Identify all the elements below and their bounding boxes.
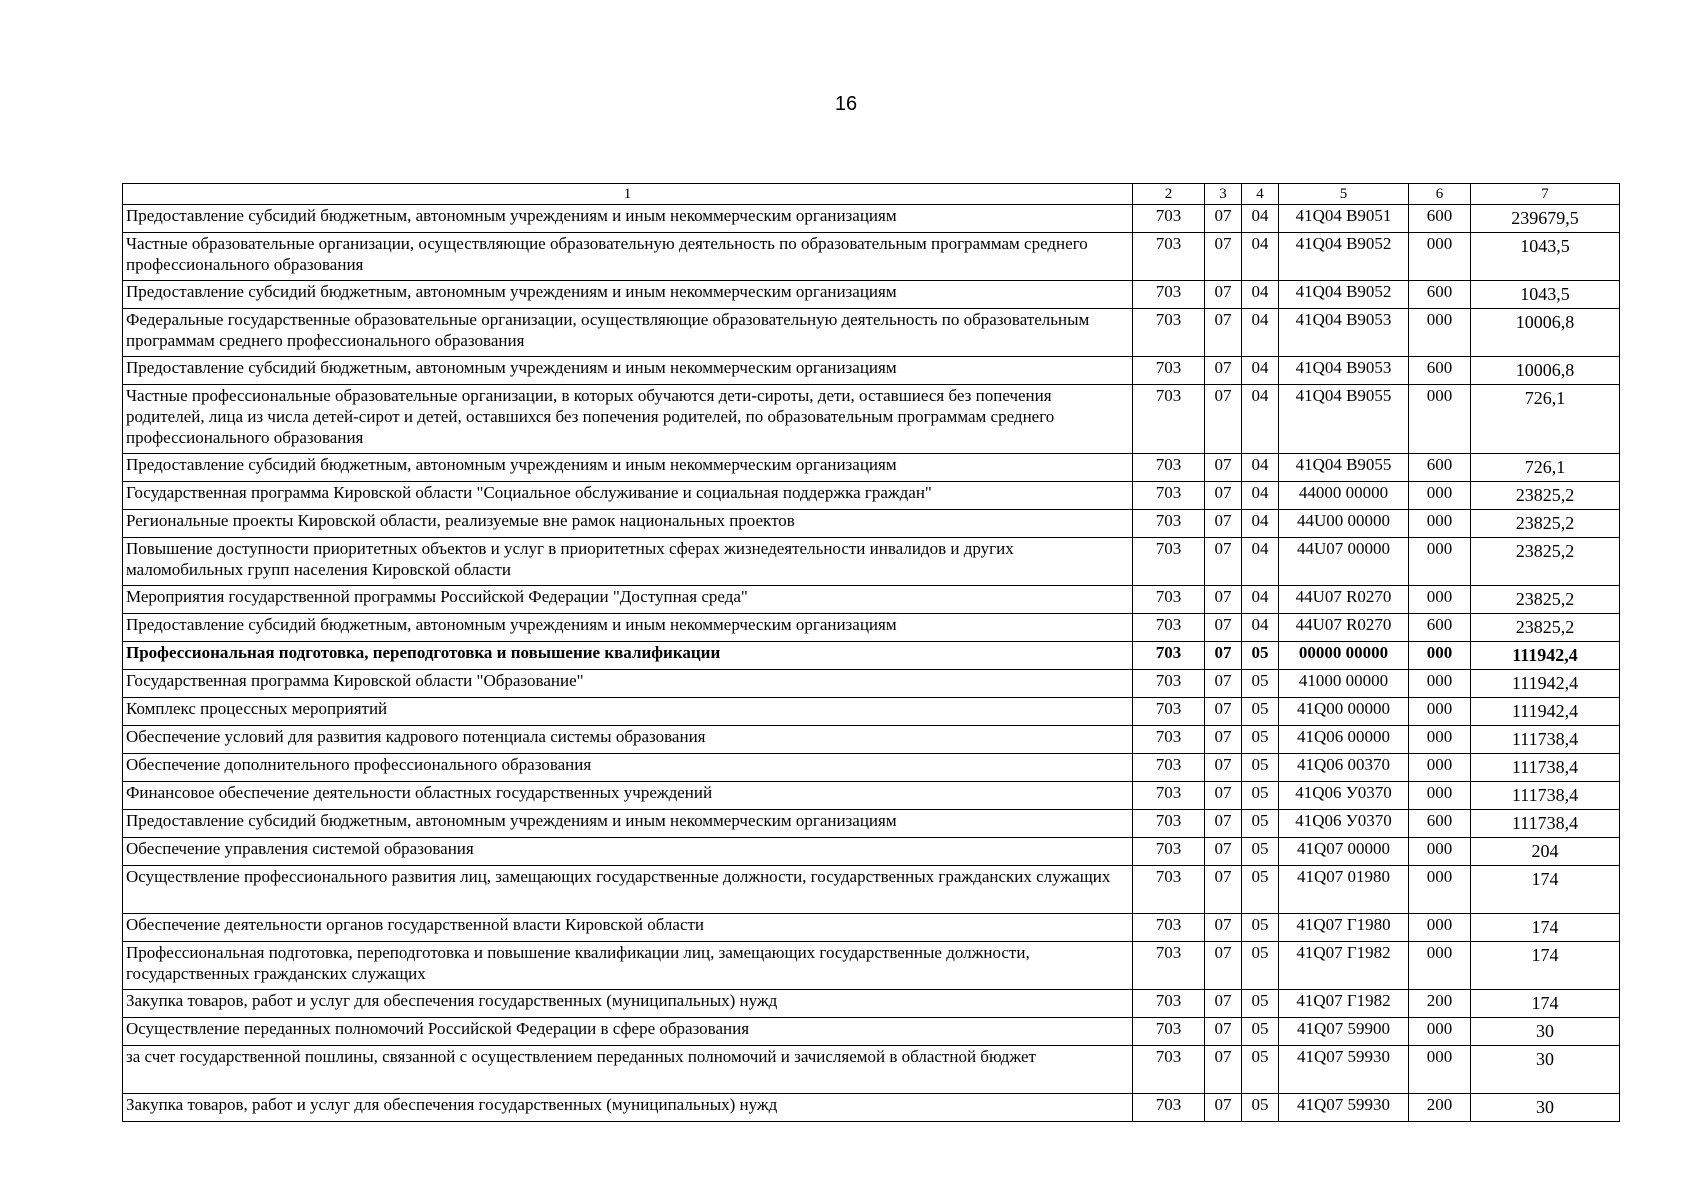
row-section-cell: 07 [1205, 990, 1242, 1018]
row-code-cell: 703 [1133, 838, 1205, 866]
row-expense-type-cell: 000 [1409, 510, 1471, 538]
row-section-cell: 07 [1205, 205, 1242, 233]
row-subsection-cell: 04 [1242, 586, 1279, 614]
row-amount-cell: 726,1 [1471, 454, 1620, 482]
row-name-cell: Обеспечение условий для развития кадрового потенциала системы образования [123, 726, 1133, 754]
table-row [123, 454, 1620, 482]
table-row [123, 990, 1620, 1018]
row-target-article-cell: 41Q07 Г1980 [1279, 914, 1409, 942]
row-target-article-cell: 41Q07 59900 [1279, 1018, 1409, 1046]
row-section-cell: 07 [1205, 838, 1242, 866]
row-amount-cell: 23825,2 [1471, 586, 1620, 614]
row-expense-type-cell: 000 [1409, 754, 1471, 782]
row-code-cell: 703 [1133, 233, 1205, 281]
row-name-cell: Профессиональная подготовка, переподготовка и повышение квалификации лиц, замещающих государственные должности, государственных гражданских служащих [123, 942, 1133, 990]
row-target-article-cell: 41Q07 01980 [1279, 866, 1409, 914]
budget-table [122, 183, 1620, 1122]
row-subsection-cell: 05 [1242, 726, 1279, 754]
row-expense-type-cell: 000 [1409, 1018, 1471, 1046]
row-target-article-cell: 44U07 R0270 [1279, 614, 1409, 642]
row-target-article-cell: 00000 00000 [1279, 642, 1409, 670]
row-section-cell: 07 [1205, 726, 1242, 754]
row-amount-cell: 23825,2 [1471, 510, 1620, 538]
row-target-article-cell: 41Q04 B9055 [1279, 454, 1409, 482]
row-expense-type-cell: 600 [1409, 281, 1471, 309]
row-subsection-cell: 05 [1242, 782, 1279, 810]
row-expense-type-cell: 600 [1409, 614, 1471, 642]
table-row [123, 866, 1620, 914]
header-col-3: 3 [1205, 184, 1242, 205]
row-expense-type-cell: 000 [1409, 1046, 1471, 1094]
row-code-cell: 703 [1133, 385, 1205, 454]
row-name-cell: Обеспечение деятельности органов государственной власти Кировской области [123, 914, 1133, 942]
row-name-cell: Предоставление субсидий бюджетным, автономным учреждениям и иным некоммерческим организациям [123, 281, 1133, 309]
row-name-cell: Финансовое обеспечение деятельности областных государственных учреждений [123, 782, 1133, 810]
row-section-cell: 07 [1205, 510, 1242, 538]
header-col-1: 1 [123, 184, 1133, 205]
row-amount-cell: 239679,5 [1471, 205, 1620, 233]
row-subsection-cell: 04 [1242, 357, 1279, 385]
row-expense-type-cell: 000 [1409, 482, 1471, 510]
table-header-row [123, 184, 1620, 205]
table-row [123, 1094, 1620, 1122]
page-number: 16 [834, 93, 858, 115]
row-section-cell: 07 [1205, 914, 1242, 942]
row-amount-cell: 174 [1471, 914, 1620, 942]
row-subsection-cell: 05 [1242, 1094, 1279, 1122]
row-subsection-cell: 04 [1242, 233, 1279, 281]
table-row [123, 586, 1620, 614]
table-row [123, 510, 1620, 538]
row-subsection-cell: 05 [1242, 698, 1279, 726]
row-code-cell: 703 [1133, 866, 1205, 914]
table-row [123, 482, 1620, 510]
row-code-cell: 703 [1133, 670, 1205, 698]
table-row [123, 810, 1620, 838]
row-target-article-cell: 41Q07 59930 [1279, 1046, 1409, 1094]
row-name-cell: Профессиональная подготовка, переподготовка и повышение квалификации [123, 642, 1133, 670]
row-code-cell: 703 [1133, 281, 1205, 309]
row-expense-type-cell: 600 [1409, 810, 1471, 838]
row-name-cell: Частные образовательные организации, осуществляющие образовательную деятельность по образовательным программам среднего профессионального образования [123, 233, 1133, 281]
row-section-cell: 07 [1205, 357, 1242, 385]
row-expense-type-cell: 000 [1409, 309, 1471, 357]
row-name-cell: Комплекс процессных мероприятий [123, 698, 1133, 726]
row-section-cell: 07 [1205, 385, 1242, 454]
row-amount-cell: 23825,2 [1471, 482, 1620, 510]
row-target-article-cell: 41Q06 00370 [1279, 754, 1409, 782]
row-subsection-cell: 05 [1242, 866, 1279, 914]
row-subsection-cell: 05 [1242, 838, 1279, 866]
row-amount-cell: 23825,2 [1471, 614, 1620, 642]
row-section-cell: 07 [1205, 670, 1242, 698]
row-code-cell: 703 [1133, 1046, 1205, 1094]
row-code-cell: 703 [1133, 454, 1205, 482]
row-amount-cell: 10006,8 [1471, 357, 1620, 385]
row-section-cell: 07 [1205, 233, 1242, 281]
row-target-article-cell: 41Q04 B9051 [1279, 205, 1409, 233]
row-subsection-cell: 04 [1242, 281, 1279, 309]
row-section-cell: 07 [1205, 1018, 1242, 1046]
table-row [123, 1046, 1620, 1094]
table-row [123, 614, 1620, 642]
row-name-cell: Региональные проекты Кировской области, реализуемые вне рамок национальных проектов [123, 510, 1133, 538]
table-row [123, 538, 1620, 586]
row-name-cell: Частные профессиональные образовательные организации, в которых обучаются дети-сироты, дети, оставшиеся без попечения родителей, лица из числа детей-сирот и детей, оставшихся без попечения родителей, по образовательным программам среднего профессионального образования [123, 385, 1133, 454]
row-section-cell: 07 [1205, 538, 1242, 586]
row-code-cell: 703 [1133, 357, 1205, 385]
row-code-cell: 703 [1133, 698, 1205, 726]
row-section-cell: 07 [1205, 586, 1242, 614]
row-section-cell: 07 [1205, 942, 1242, 990]
table-row [123, 205, 1620, 233]
table-body [123, 205, 1620, 1122]
row-code-cell: 703 [1133, 782, 1205, 810]
row-subsection-cell: 05 [1242, 914, 1279, 942]
table-row [123, 698, 1620, 726]
row-name-cell: Осуществление профессионального развития лиц, замещающих государственные должности, государственных гражданских служащих [123, 866, 1133, 914]
row-expense-type-cell: 000 [1409, 642, 1471, 670]
row-amount-cell: 111942,4 [1471, 670, 1620, 698]
row-name-cell: Предоставление субсидий бюджетным, автономным учреждениям и иным некоммерческим организациям [123, 810, 1133, 838]
row-section-cell: 07 [1205, 614, 1242, 642]
row-amount-cell: 174 [1471, 866, 1620, 914]
row-target-article-cell: 44U00 00000 [1279, 510, 1409, 538]
row-name-cell: Повышение доступности приоритетных объектов и услуг в приоритетных сферах жизнедеятельности инвалидов и других маломобильных групп населения Кировской области [123, 538, 1133, 586]
row-code-cell: 703 [1133, 990, 1205, 1018]
row-subsection-cell: 04 [1242, 510, 1279, 538]
row-code-cell: 703 [1133, 1094, 1205, 1122]
row-expense-type-cell: 000 [1409, 233, 1471, 281]
row-section-cell: 07 [1205, 810, 1242, 838]
table-row [123, 309, 1620, 357]
row-amount-cell: 726,1 [1471, 385, 1620, 454]
row-expense-type-cell: 000 [1409, 866, 1471, 914]
row-name-cell: Мероприятия государственной программы Российской Федерации "Доступная среда" [123, 586, 1133, 614]
row-target-article-cell: 41Q04 B9055 [1279, 385, 1409, 454]
row-subsection-cell: 04 [1242, 309, 1279, 357]
row-target-article-cell: 41Q00 00000 [1279, 698, 1409, 726]
row-amount-cell: 111738,4 [1471, 726, 1620, 754]
row-target-article-cell: 41Q07 Г1982 [1279, 990, 1409, 1018]
row-subsection-cell: 05 [1242, 810, 1279, 838]
row-subsection-cell: 04 [1242, 205, 1279, 233]
row-amount-cell: 204 [1471, 838, 1620, 866]
row-expense-type-cell: 200 [1409, 1094, 1471, 1122]
row-expense-type-cell: 000 [1409, 942, 1471, 990]
row-code-cell: 703 [1133, 942, 1205, 990]
row-expense-type-cell: 600 [1409, 205, 1471, 233]
table-row [123, 914, 1620, 942]
table-row [123, 281, 1620, 309]
row-section-cell: 07 [1205, 866, 1242, 914]
table-row [123, 754, 1620, 782]
row-name-cell: Закупка товаров, работ и услуг для обеспечения государственных (муниципальных) нужд [123, 1094, 1133, 1122]
row-amount-cell: 30 [1471, 1018, 1620, 1046]
row-amount-cell: 1043,5 [1471, 281, 1620, 309]
table-row [123, 357, 1620, 385]
row-name-cell: Предоставление субсидий бюджетным, автономным учреждениям и иным некоммерческим организациям [123, 454, 1133, 482]
row-section-cell: 07 [1205, 309, 1242, 357]
row-code-cell: 703 [1133, 538, 1205, 586]
header-col-6: 6 [1409, 184, 1471, 205]
row-name-cell: Государственная программа Кировской области "Социальное обслуживание и социальная поддержка граждан" [123, 482, 1133, 510]
row-subsection-cell: 05 [1242, 1046, 1279, 1094]
table-row [123, 233, 1620, 281]
row-subsection-cell: 05 [1242, 990, 1279, 1018]
row-target-article-cell: 44U07 R0270 [1279, 586, 1409, 614]
table-row [123, 838, 1620, 866]
table-row [123, 642, 1620, 670]
row-name-cell: Закупка товаров, работ и услуг для обеспечения государственных (муниципальных) нужд [123, 990, 1133, 1018]
row-expense-type-cell: 600 [1409, 357, 1471, 385]
row-amount-cell: 111738,4 [1471, 754, 1620, 782]
table-row [123, 782, 1620, 810]
row-expense-type-cell: 600 [1409, 454, 1471, 482]
row-code-cell: 703 [1133, 810, 1205, 838]
row-target-article-cell: 44000 00000 [1279, 482, 1409, 510]
row-expense-type-cell: 200 [1409, 990, 1471, 1018]
row-target-article-cell: 41Q07 00000 [1279, 838, 1409, 866]
row-section-cell: 07 [1205, 782, 1242, 810]
row-name-cell: Обеспечение дополнительного профессионального образования [123, 754, 1133, 782]
row-code-cell: 703 [1133, 614, 1205, 642]
row-subsection-cell: 05 [1242, 754, 1279, 782]
row-section-cell: 07 [1205, 754, 1242, 782]
row-target-article-cell: 41Q04 B9052 [1279, 281, 1409, 309]
row-subsection-cell: 04 [1242, 385, 1279, 454]
row-amount-cell: 30 [1471, 1046, 1620, 1094]
row-target-article-cell: 41Q04 B9052 [1279, 233, 1409, 281]
table-row [123, 1018, 1620, 1046]
row-expense-type-cell: 000 [1409, 698, 1471, 726]
row-code-cell: 703 [1133, 309, 1205, 357]
row-subsection-cell: 05 [1242, 670, 1279, 698]
row-amount-cell: 111738,4 [1471, 782, 1620, 810]
row-name-cell: Предоставление субсидий бюджетным, автономным учреждениям и иным некоммерческим организациям [123, 614, 1133, 642]
row-section-cell: 07 [1205, 642, 1242, 670]
row-expense-type-cell: 000 [1409, 914, 1471, 942]
row-amount-cell: 111942,4 [1471, 698, 1620, 726]
row-subsection-cell: 05 [1242, 642, 1279, 670]
row-amount-cell: 10006,8 [1471, 309, 1620, 357]
row-code-cell: 703 [1133, 510, 1205, 538]
row-amount-cell: 30 [1471, 1094, 1620, 1122]
row-expense-type-cell: 000 [1409, 726, 1471, 754]
row-code-cell: 703 [1133, 754, 1205, 782]
row-expense-type-cell: 000 [1409, 586, 1471, 614]
row-code-cell: 703 [1133, 642, 1205, 670]
row-expense-type-cell: 000 [1409, 670, 1471, 698]
row-code-cell: 703 [1133, 586, 1205, 614]
row-name-cell: за счет государственной пошлины, связанной с осуществлением переданных полномочий и зачисляемой в областной бюджет [123, 1046, 1133, 1094]
row-target-article-cell: 41Q07 59930 [1279, 1094, 1409, 1122]
table-row [123, 942, 1620, 990]
table-row [123, 726, 1620, 754]
row-expense-type-cell: 000 [1409, 538, 1471, 586]
row-target-article-cell: 41000 00000 [1279, 670, 1409, 698]
row-expense-type-cell: 000 [1409, 838, 1471, 866]
row-section-cell: 07 [1205, 482, 1242, 510]
row-name-cell: Государственная программа Кировской области "Образование" [123, 670, 1133, 698]
row-target-article-cell: 41Q06 00000 [1279, 726, 1409, 754]
row-section-cell: 07 [1205, 281, 1242, 309]
header-col-5: 5 [1279, 184, 1409, 205]
row-code-cell: 703 [1133, 726, 1205, 754]
row-section-cell: 07 [1205, 454, 1242, 482]
table-row [123, 670, 1620, 698]
row-amount-cell: 174 [1471, 942, 1620, 990]
row-subsection-cell: 04 [1242, 482, 1279, 510]
row-subsection-cell: 05 [1242, 1018, 1279, 1046]
row-target-article-cell: 41Q06 У0370 [1279, 782, 1409, 810]
row-subsection-cell: 05 [1242, 942, 1279, 990]
row-name-cell: Предоставление субсидий бюджетным, автономным учреждениям и иным некоммерческим организациям [123, 357, 1133, 385]
row-amount-cell: 111942,4 [1471, 642, 1620, 670]
row-amount-cell: 174 [1471, 990, 1620, 1018]
row-code-cell: 703 [1133, 914, 1205, 942]
row-target-article-cell: 41Q04 B9053 [1279, 309, 1409, 357]
row-name-cell: Предоставление субсидий бюджетным, автономным учреждениям и иным некоммерческим организациям [123, 205, 1133, 233]
row-expense-type-cell: 000 [1409, 782, 1471, 810]
row-target-article-cell: 41Q06 У0370 [1279, 810, 1409, 838]
header-col-7: 7 [1471, 184, 1620, 205]
row-amount-cell: 23825,2 [1471, 538, 1620, 586]
row-name-cell: Осуществление переданных полномочий Российской Федерации в сфере образования [123, 1018, 1133, 1046]
row-section-cell: 07 [1205, 698, 1242, 726]
row-amount-cell: 111738,4 [1471, 810, 1620, 838]
row-amount-cell: 1043,5 [1471, 233, 1620, 281]
row-name-cell: Обеспечение управления системой образования [123, 838, 1133, 866]
header-col-2: 2 [1133, 184, 1205, 205]
row-target-article-cell: 44U07 00000 [1279, 538, 1409, 586]
row-target-article-cell: 41Q04 B9053 [1279, 357, 1409, 385]
row-subsection-cell: 04 [1242, 614, 1279, 642]
row-name-cell: Федеральные государственные образовательные организации, осуществляющие образовательную деятельность по образовательным программам среднего профессионального образования [123, 309, 1133, 357]
row-section-cell: 07 [1205, 1046, 1242, 1094]
row-code-cell: 703 [1133, 205, 1205, 233]
row-expense-type-cell: 000 [1409, 385, 1471, 454]
row-subsection-cell: 04 [1242, 454, 1279, 482]
table-row [123, 385, 1620, 454]
row-code-cell: 703 [1133, 482, 1205, 510]
header-col-4: 4 [1242, 184, 1279, 205]
row-code-cell: 703 [1133, 1018, 1205, 1046]
row-section-cell: 07 [1205, 1094, 1242, 1122]
row-target-article-cell: 41Q07 Г1982 [1279, 942, 1409, 990]
row-subsection-cell: 04 [1242, 538, 1279, 586]
